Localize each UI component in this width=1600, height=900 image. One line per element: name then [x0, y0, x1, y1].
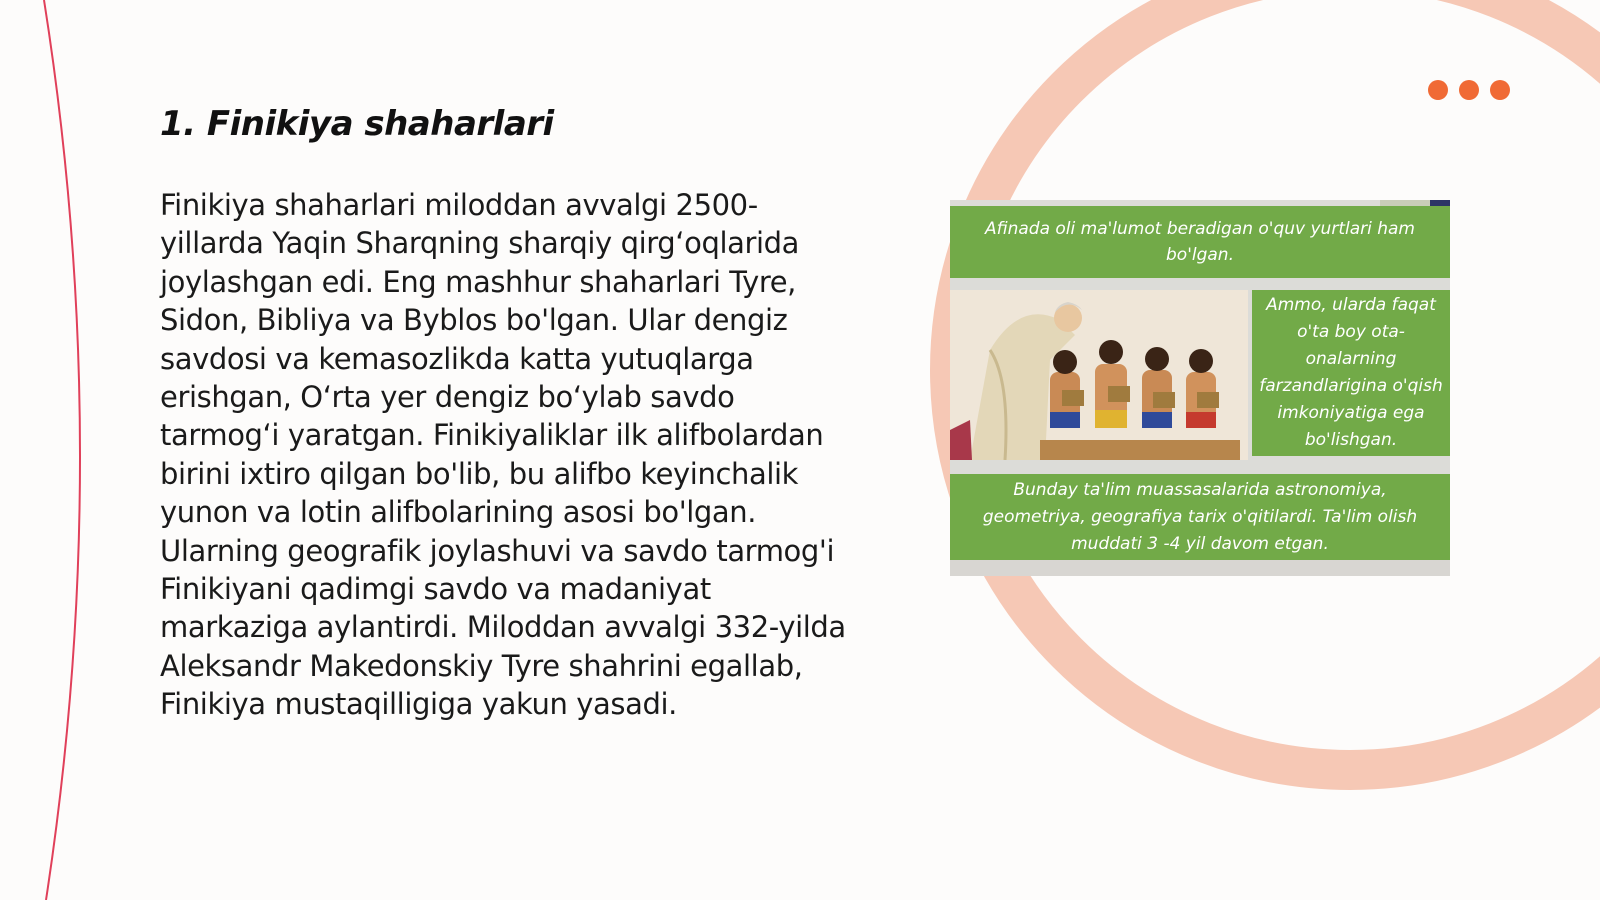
dot [1459, 80, 1479, 100]
teacher-and-students-illustration [950, 290, 1248, 460]
body-paragraph: Finikiya shaharlari miloddan avvalgi 2500-yillarda Yaqin Sharqning sharqiy qirg‘oqlarida joylashgan edi. Eng mashhur shaharlari Tyre, Sidon, Bibliya va Byblos bo'lgan. Ular dengiz savdosi va kemasozlikda katta yutuqlarga erishgan, O‘rta yer dengiz bo‘ylab savdo tarmog‘i yaratgan. Finikiyaliklar ilk alifbolardan birini ixtiro qilgan bo'lib, bu alifbo keyinchalik yunon va lotin alifbolarining asosi bo'lgan. Ularning geografik joylashuvi va savdo tarmog'i Finikiyani qadimgi savdo va madaniyat markaziga aylantirdi. Miloddan avvalgi 332-yilda Aleksandr Makedonskiy Tyre shahrini egallab, Finikiya mustaqilligiga yakun yasadi. [160, 188, 846, 722]
menu-dots-icon [1428, 80, 1510, 100]
dot [1428, 80, 1448, 100]
slide-title: 1. Finikiya shaharlari [160, 104, 554, 144]
figure-caption-right: Ammo, ularda faqat o'ta boy ota-onalarning farzandlarigina o'qish imkoniyatiga ega bo'lishgan. [1252, 290, 1450, 456]
figure-caption-top: Afinada oli ma'lumot beradigan o'quv yurtlari ham bo'lgan. [950, 206, 1450, 278]
slide-figure [950, 200, 1450, 576]
dot [1490, 80, 1510, 100]
left-curve-line [44, 0, 80, 900]
figure-caption-bottom: Bunday ta'lim muassasalarida astronomiya, geometriya, geografiya tarix o'qitilardi. Ta'lim olish muddati 3 -4 yil davom etgan. [950, 474, 1450, 560]
figure-bottom-strip [950, 560, 1450, 576]
